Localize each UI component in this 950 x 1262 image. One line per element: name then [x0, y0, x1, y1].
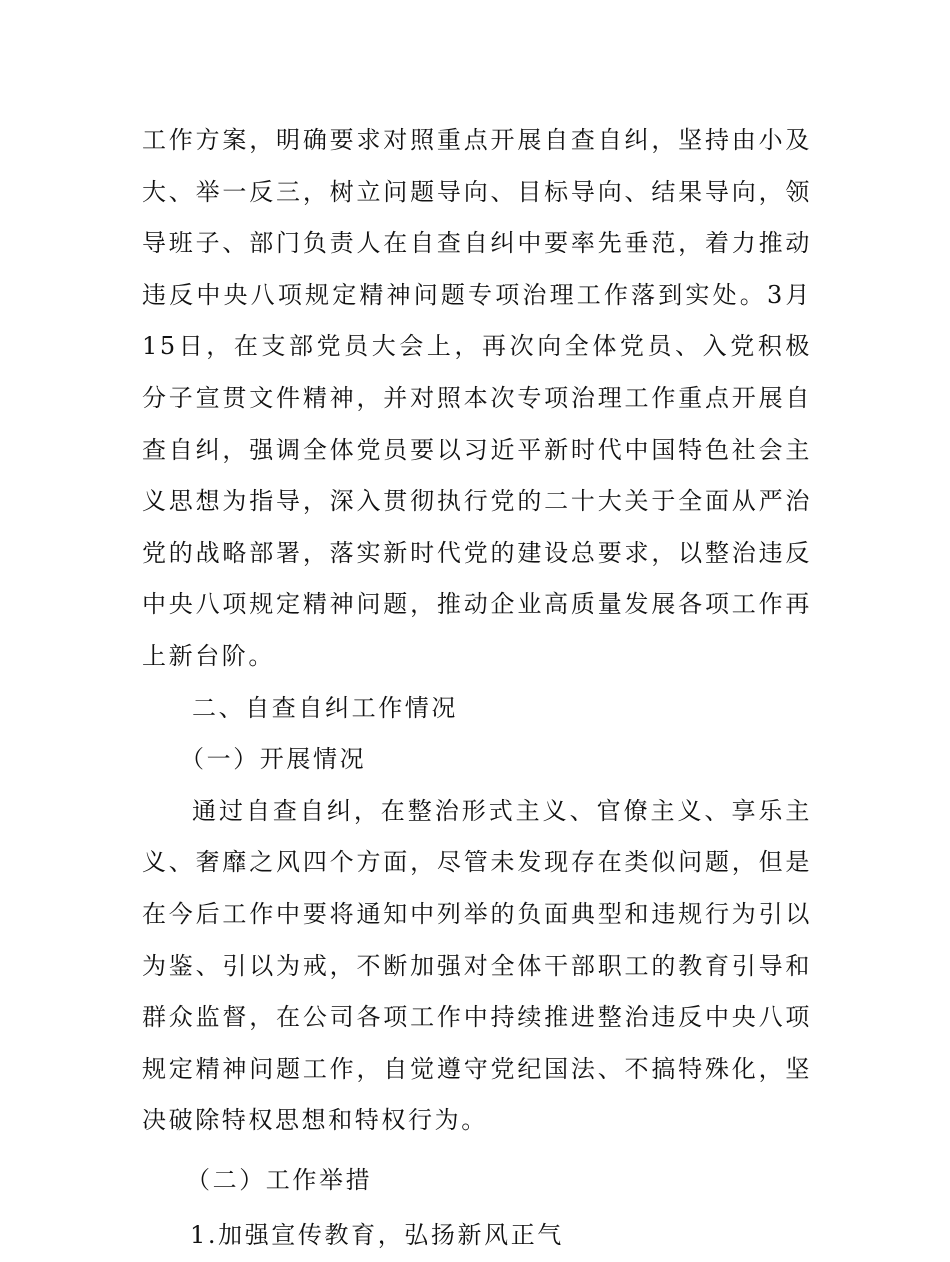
section-heading: 二、自查自纠工作情况 — [192, 693, 458, 722]
item-heading: 1.加强宣传教育，弘扬新风正气 — [190, 1221, 564, 1250]
subsection-heading: （二）工作举措 — [186, 1165, 373, 1194]
body-paragraph: 通过自查自纠，在整治形式主义、官僚主义、享乐主义、奢靡之风四个方面，尽管未发现存在类似问题，但是在今后工作中要将通知中列举的负面典型和违规行为引以为鉴、引以为戒，不断加强对全体干部职工的教育引导和群众监督，在公司各项工作中持续推进整治违反中央八项规定精神问题工作，自觉遵守党纪国法、不搞特殊化，坚决破除特权思想和特权行为。 — [142, 796, 812, 1135]
subsection-heading: （一）开展情况 — [180, 745, 367, 774]
body-paragraph: 工作方案，明确要求对照重点开展自查自纠，坚持由小及大、举一反三，树立问题导向、目标导向、结果导向，领导班子、部门负责人在自查自纠中要率先垂范，着力推动违反中央八项规定精神问题专项治理工作落到实处。3月15日，在支部党员大会上，再次向全体党员、入党积极分子宣贯文件精神，并对照本次专项治理工作重点开展自查自纠，强调全体党员要以习近平新时代中国特色社会主义思想为指导，深入贯彻执行党的二十大关于全面从严治党的战略部署，落实新时代党的建设总要求，以整治违反中央八项规定精神问题，推动企业高质量发展各项工作再上新台阶。 — [142, 126, 812, 670]
document-body — [142, 115, 812, 1262]
